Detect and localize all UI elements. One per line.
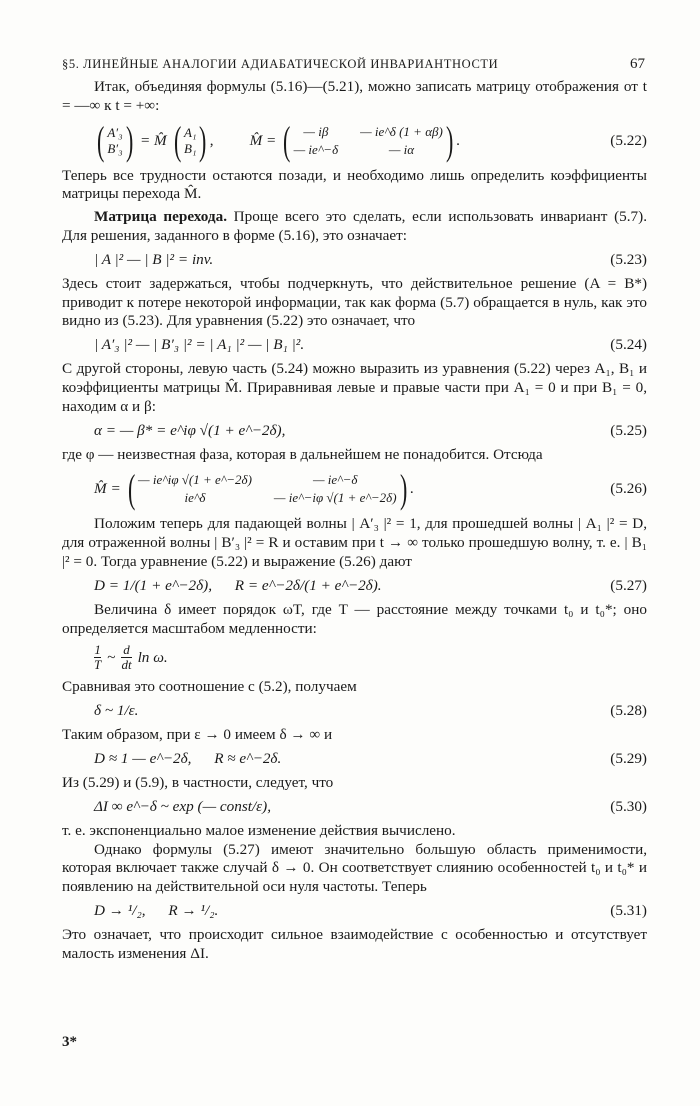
paragraph-9: Сравнивая это соотношение с (5.2), получаем bbox=[62, 678, 357, 696]
equation-5-26: M̂ = ( — ie^iφ √(1 + e^−2δ) — ie^−δ ie^δ — ie^−iφ √(1 + e^−2δ) ) . (5.26) bbox=[94, 466, 647, 512]
eq522-m11: — iβ bbox=[303, 123, 329, 139]
eq526-number: (5.26) bbox=[610, 480, 647, 498]
equation-5-29 bbox=[62, 750, 647, 768]
paragraph-7: Положим теперь для падающей волны | A′₃ |² = 1, для прошедшей волны | A₁ |² = D, для отраженной волны | B′₃ |² = R и оставим при t → ∞ только прошедшую волну, т. е. | B₁ |² = 0. Тогда уравнение (5.22) и выражение (5.26) дают bbox=[62, 515, 647, 570]
eq529-number: (5.29) bbox=[610, 749, 647, 767]
frac1-num: 1 bbox=[94, 642, 101, 658]
eq523-text: | A |² — | B |² = inv. bbox=[94, 250, 214, 268]
equation-5-30 bbox=[62, 798, 647, 816]
paragraph-3-text: Проще всего это сделать, если использовать инвариант (5.7). Для решения, заданного в форме (5.16), это означает: bbox=[62, 208, 647, 244]
eq522-mhat: M̂ = bbox=[249, 131, 277, 149]
eq522-m21: — ie^−δ bbox=[293, 141, 339, 157]
eq524-text: | A′₃ |² — | B′₃ |² = | A₁ |² — | B₁ |². bbox=[94, 336, 305, 354]
page-number: 67 bbox=[630, 56, 645, 72]
running-header bbox=[62, 56, 647, 78]
paragraph-11: Из (5.29) и (5.9), в частности, следует, что bbox=[62, 773, 334, 791]
eq526-m21: ie^δ bbox=[184, 490, 206, 506]
eq527-number: (5.27) bbox=[610, 576, 647, 594]
eq522-lhs-top: A′₃ bbox=[107, 124, 123, 140]
paragraph-6: где φ — неизвестная фаза, которая в дальнейшем не понадобится. Отсюда bbox=[62, 445, 543, 463]
eq525-text: α = — β* = e^iφ √(1 + e^−2δ), bbox=[94, 421, 286, 439]
eq522-m12: — ie^δ (1 + αβ) bbox=[360, 123, 443, 139]
eq522-rhs-top: A₁ bbox=[184, 124, 197, 140]
eq527-text: D = 1/(1 + e^−2δ), R = e^−2δ/(1 + e^−2δ). bbox=[94, 576, 382, 594]
eq526-m12: — ie^−δ bbox=[312, 472, 358, 488]
eq522-m22: — iα bbox=[388, 141, 415, 157]
eq528-text: δ ~ 1/ε. bbox=[94, 702, 139, 720]
eq524-number: (5.24) bbox=[610, 336, 647, 354]
equation-5-31 bbox=[62, 902, 647, 920]
frac2-den: dt bbox=[121, 657, 132, 673]
equation-unnumbered bbox=[62, 643, 647, 672]
paragraph-4: Здесь стоит задержаться, чтобы подчеркнуть, что действительное решение (A = B*) приводит к потере некоторой информации, так как форма (5.7) обращается в нуль, как это видно из (5.23). Для уравнения (5.22) это означает, что bbox=[62, 274, 647, 330]
eq530-number: (5.30) bbox=[610, 797, 647, 815]
paragraph-8: Величина δ имеет порядок ωT, где T — расстояние между точками t₀ и t₀*; оно определяется масштабом медленности: bbox=[62, 600, 647, 637]
eq526-m22: — ie^−iφ √(1 + e^−2δ) bbox=[273, 490, 397, 506]
paragraph-2: Теперь все трудности остаются позади, и необходимо лишь определить коэффициенты матрицы перехода M̂. bbox=[62, 166, 647, 203]
frac1-den: T bbox=[94, 657, 102, 673]
eq530-text: ΔI ∞ e^−δ ~ exp (— const/ε), bbox=[94, 797, 272, 815]
frac2-num: d bbox=[123, 642, 130, 658]
eq528-number: (5.28) bbox=[610, 702, 647, 720]
sim-symbol: ~ bbox=[107, 648, 116, 666]
eq522-rhs-bot: B₁ bbox=[184, 140, 197, 156]
header-title: §5. ЛИНЕЙНЫЕ АНАЛОГИИ АДИАБАТИЧЕСКОЙ ИНВАРИАНТНОСТИ bbox=[62, 57, 499, 71]
equation-5-27 bbox=[62, 577, 647, 595]
eq526-mhat: M̂ = bbox=[94, 480, 121, 498]
eq522-lhs-bot: B′₃ bbox=[107, 140, 123, 156]
paragraph-1: Итак, объединяя формулы (5.16)—(5.21), можно записать матрицу отображения от t = —∞ к t = +∞: bbox=[62, 78, 647, 114]
ln-omega: ln ω. bbox=[137, 648, 168, 666]
eq526-m11: — ie^iφ √(1 + e^−2δ) bbox=[138, 472, 252, 488]
paragraph-10: Таким образом, при ε → 0 имеем δ → ∞ и bbox=[62, 726, 333, 744]
equation-5-28 bbox=[62, 702, 647, 720]
page-body bbox=[62, 56, 647, 964]
eq522-number: (5.22) bbox=[610, 131, 647, 149]
paragraph-13: Однако формулы (5.27) имеют значительно большую область применимости, которая включает также случай δ → 0. Он соответствует слиянию особенностей t₀ и t₀* и появлению на действительной оси нуля частоты. Теперь bbox=[62, 840, 647, 896]
equation-5-23 bbox=[62, 251, 647, 269]
signature-mark: 3* bbox=[62, 1034, 77, 1050]
eq529-text: D ≈ 1 — e^−2δ, R ≈ e^−2δ. bbox=[94, 749, 282, 767]
section-heading-transition-matrix: Матрица перехода. bbox=[94, 208, 227, 226]
equation-5-25 bbox=[62, 422, 647, 440]
eq531-number: (5.31) bbox=[610, 901, 647, 919]
eq531-text: D → ¹/₂, R → ¹/₂. bbox=[94, 901, 219, 919]
equation-5-22: ( A′₃ B′₃ ) = M̂ ( A₁ B₁ ) , M̂ = ( — iβ — ie^δ (1 + αβ) — ie^−δ — iα ) . (5.22) bbox=[96, 117, 647, 163]
equation-5-24 bbox=[62, 336, 647, 354]
paragraph-12: т. е. экспоненциально малое изменение действия вычислено. bbox=[62, 821, 456, 839]
paragraph-5: С другой стороны, левую часть (5.24) можно выразить из уравнения (5.22) через A₁, B₁ и коэффициенты матрицы M̂. Приравнивая левые и правые части при A₁ = 0 и при B₁ = 0, находим α и β: bbox=[62, 360, 647, 415]
paragraph-14: Это означает, что происходит сильное взаимодействие с особенностью и отсутствует малость изменения ΔI. bbox=[62, 925, 647, 962]
eq525-number: (5.25) bbox=[610, 421, 647, 439]
eq523-number: (5.23) bbox=[610, 250, 647, 268]
eq522-mid: = M̂ bbox=[139, 131, 167, 149]
paragraph-3 bbox=[62, 208, 647, 246]
